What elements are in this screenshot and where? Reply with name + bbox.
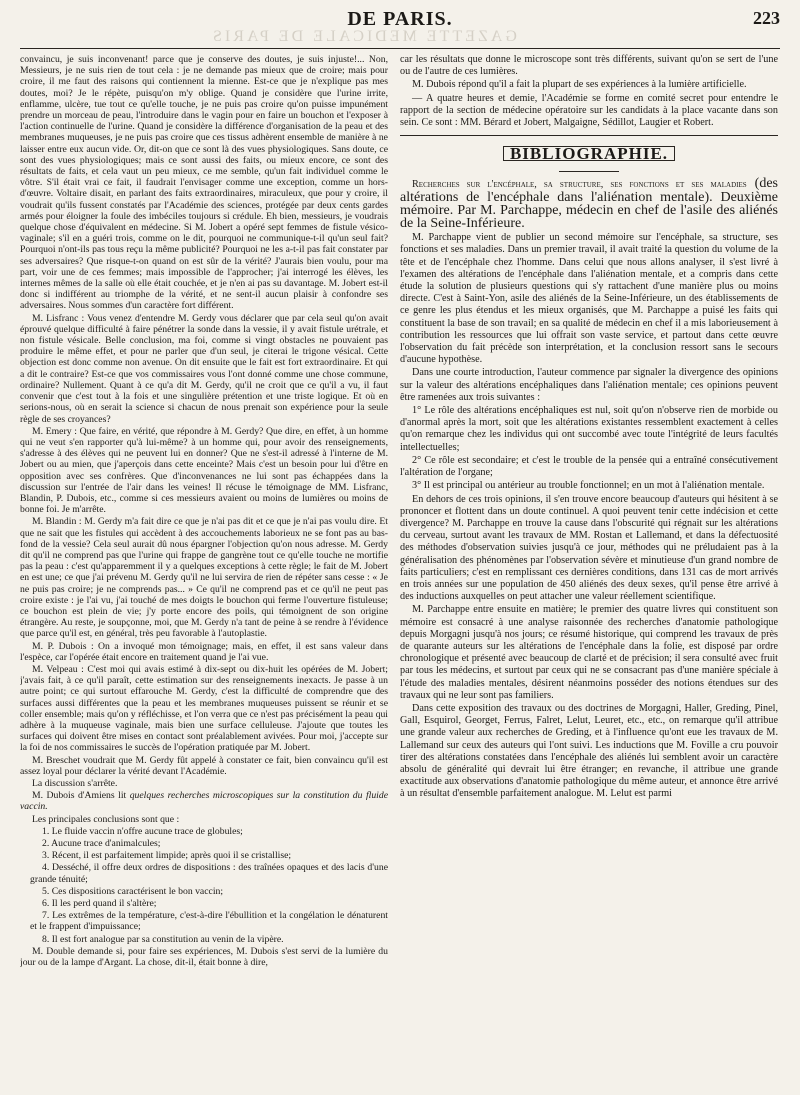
paragraph: car les résultats que donne le microscope sont très différents, suivant qu'on se sert de l'une ou de l'autre de ces lumières. (400, 54, 778, 78)
page-header (20, 6, 780, 49)
paragraph: M. Lisfranc : Vous venez d'entendre M. Gerdy vous déclarer que par cela seul qu'on avait éprouvé quelque difficulté à faire pénétrer la sonde dans la vessie, il y avait fistule urétrale, et non fistule vésicale. Belle conclusion, ma foi, comme si vingt obstacles ne pouvaient pas produire le même effet, et pour ne parler que d'un seul, je citerai le trigone vésical. Cette objection est donc comme non avenue. On dit ensuite que le fait est fort extraordinaire. Et qui a dit le contraire? Est-ce que vos commissaires vous l'ont donné comme une chose commune, ordinaire? Nullement. Quant à ce qu'a dit M. Gerdy, qu'il ne croit que ce qu'il a vu, il faut convenir que c'est tout à la fois et une singulière prétention et une triste logique. Et où en serions-nous, où en serait la science si chacun de nous prenait son expérience pour la seule règle de ses croyances? (20, 312, 388, 425)
right-column (400, 54, 778, 1081)
conclusion-item: 8. Il est fort analogue par sa constitution au venin de la vipère. (42, 933, 284, 945)
paragraph: M. Velpeau : C'est moi qui avais estimé à dix-sept ou dix-huit les opérées de M. Jobert; j'avais fait, à ce qu'il paraît, cette estimation sur des renseignements inexacts. Je passe à un autre point; ce qui surtout effarouche M. Gerdy, c'est la difficulté de comprendre que des surfaces aussi différentes que la peau et les membranes muqueuses puissent se réunir et se coller ensemble; mais qu'on y réfléchisse, et l'on verra que ce n'est pas précisément la peau qui adhère à la muqueuse vaginale, mais bien une surface celluleuse. J'ajoute que toutes les surfaces qui doivent être mises en contact sont préalablement avivées. Pour moi, j'accepte sur la foi de nos commissaires le succès de l'opération pratiquée par M. Jobert. (20, 663, 388, 754)
conclusion-item: 4. Desséché, il offre deux ordres de dispositions : des traînées opaques et des lacis d'une grande ténuité; (30, 862, 388, 885)
paragraph: M. Double demande si, pour faire ses expériences, M. Dubois s'est servi de la lumière du jour ou de la lampe d'Argant. La chose, dit-il, était bonne à dire, (20, 945, 388, 969)
running-title: DE PARIS. (347, 8, 453, 30)
conclusion-item: 7. Les extrêmes de la température, c'est-à-dire l'ébullition et la congélation le dénaturent et le frappent d'impuissance; (30, 910, 388, 933)
page-number: 223 (753, 8, 780, 28)
section-title-wrap (400, 142, 778, 165)
paragraph: M. P. Dubois : On a invoqué mon témoignage; mais, en effet, il est sans valeur dans l'espèce, car l'opérée était encore en traitement quand je l'ai vue. (20, 640, 388, 663)
paragraph: En dehors de ces trois opinions, il s'en trouve encore beaucoup d'auteurs qui hésitent à se prononcer et flottent dans un doute continuel. A quoi peuvent tenir cette indécision et cette divergence? M. Parchappe en trouve la cause dans l'obscurité qui régnait sur les altérations du cerveau, surtout avant les travaux de MM. Rostan et Lallemand, et dans la défectuosité des méthodes d'observation suivies jusqu'à ce jour, méthodes qui ne préludaient pas à la généralisation des phénomènes par l'observation sévère et minutieuse d'un grand nombre de faits particuliers; c'est en remplissant ces dernières conditions, dans 131 cas de mort arrivés en trois années sur une population de 450 aliénés des deux sexes, qu'il pense être arrivé à des inductions auxquelles on peut attacher une valeur réellement scientifique. (400, 493, 778, 603)
conclusion-item: 6. Il les perd quand il s'altère; (42, 898, 157, 910)
dubois-intro-text: M. Dubois d'Amiens lit (32, 790, 130, 802)
opinion-item: 1° Le rôle des altérations encéphaliques est nul, soit qu'on n'observe rien de morbide ou d'anormal après la mort, soit que les altérations existantes ressemblent exactement à celles qu'on remarque chez les individus qui ont succombé avec toute l'intégrité de leurs facultés intellectuelles; (400, 405, 778, 453)
book-title-rest: (des altérations de l'encéphale dans l'aliénation mentale). Deuxième mémoire. Par M. Parchappe, médecin en chef de l'asile des aliénés de la Seine-Inférieure. (400, 176, 778, 232)
left-column (20, 54, 388, 1081)
section-divider (400, 135, 778, 136)
book-title-smallcaps: Recherches sur l'encéphale, sa structure, ses fonctions et ses maladies (412, 179, 747, 191)
conclusions-intro: Les principales conclusions sont que : (32, 813, 180, 825)
conclusion-item: 3. Récent, il est parfaitement limpide; après quoi il se cristallise; (42, 850, 292, 862)
paragraph: M. Dubois répond qu'il a fait la plupart de ses expériences à la lumière artificielle. (412, 79, 747, 91)
bleed-through-text: GAZETTE MEDICALE DE PARIS (210, 28, 517, 45)
opinion-item: 3° Il est principal ou antérieur au trouble fonctionnel; en un mot à l'aliénation mentale. (412, 480, 765, 492)
title-divider (559, 171, 619, 172)
paragraph: M. Blandin : M. Gerdy m'a fait dire ce que je n'ai pas dit et ce que je n'ai pas voulu dire. Et que ne sait que les fistules qui accèdent à des accouchements laborieux ne se font pas au bas-fond de la vessie? Cela seul aurait dû nous épargner l'objection qu'on nous adresse. M. Gerdy dit qu'il ne comprend pas que l'urine qui frappe de gangrène tout ce qu'elle touche ne mortifie pas la peau : c'est qu'apparemment il y a quelques exceptions à cette règle; le fait de M. Jobert en est une; ce que j'ai prévenu M. Gerdy qu'il ne lui servira de rien de répéter sans cesse : « Je ne puis pas croire; je ne comprends pas... » Ce qu'il ne comprend pas et ce qu'il ne peut pas croire existe : je l'ai vu, j'ai touché de mes doigts le bouchon qui ferme l'ouverture fistuleuse; ce bouchon est plein de vie; j'y porte encore des poils, qui témoignent de son origine étrangère. Au reste, je soupçonne, moi, que M. Gerdy n'a tant de peine à se rendre à l'évidence que parce qu'il est, en général, très peu favorable à l'autoplastie. (20, 516, 388, 640)
section-title: BIBLIOGRAPHIE. (503, 146, 675, 161)
paragraph: M. Emery : Que faire, en vérité, que répondre à M. Gerdy? Que dire, en effet, à un homme qui ne veut s'en rapporter qu'à lui-même? à un homme qui, pour avoir des renseignements, s'adresse à des élèves qui ne peuvent lui en donner? Que ne s'est-il adressé à l'interne de M. Jobert ou au mien, que j'aperçois dans cette enceinte? Mais c'est un besoin pour lui d'être en opposition avec ses confrères. Que d'inconvenances ne lui sont pas échappées dans la discussion sur l'entrée de l'air dans les veines! Il récuse le témoignage de MM. Lisfranc, Blandin, P. Dubois, etc., comme si ces messieurs avaient ou moins de lumières ou moins de bonne foi. Je m'arrête. (20, 425, 388, 516)
dubois-intro-italic: quelques recherches microscopiques sur la constitution du fluide vaccin. (20, 790, 388, 813)
paragraph: M. Parchappe vient de publier un second mémoire sur l'encéphale, sa structure, ses fonctions et ses maladies. Dans un premier travail, il avait traité la question du volume de la tête et de l'encéphale chez l'homme. Dans celui que nous allons analyser, il s'est livré à l'examen des altérations de l'encéphale dans l'aliénation mentale, et a compris dans cette étude la solution de plusieurs questions qui s'y rattachent d'une manière plus ou moins directe. C'est à Saint-Yon, asile des aliénés de la Seine-Inférieure, un des établissements de ce genre les plus étendus et les mieux organisés, que M. Parchappe a puisé les faits qui constituent la base de son travail; en sa qualité de médecin en chef il a mis laborieusement à contribution les ressources que lui offrait son vaste service, et partout dans cette œuvre l'observation du fait précède son interprétation, et la conclusion ressort sans le secours d'aucune hypothèse. (400, 232, 778, 366)
paragraph: Dans une courte introduction, l'auteur commence par signaler la divergence des opinions sur la valeur des altérations encéphaliques dans l'aliénation mentale; ces opinions peuvent être ramenées aux trois suivantes : (400, 367, 778, 403)
paragraph: Dans cette exposition des travaux ou des doctrines de Morgagni, Haller, Greding, Pinel, Gall, Esquirol, Georget, Ferrus, Falret, Lelut, Leuret, etc., etc., on remarque qu'il attribue une grande valeur aux recherches de Greding, et à l'influence qu'ont eue les travaux de M. Lallemand sur ceux des auteurs qui l'ont suivi. Les inductions que M. Foville a cru pouvoir tirer des altérations constatées dans l'encéphale des aliénés lui semblent avoir un caractère absolu de généralité qui devrait lui être étranger; en revanche, il attribue une grande exactitude aux observations d'anatomie pathologique du même auteur, et annonce être arrivé à un résultat d'ensemble parfaitement analogue. M. Lelut est parmi (400, 702, 778, 800)
discussion-closed: La discussion s'arrête. (32, 778, 118, 789)
paragraph: M. Parchappe entre ensuite en matière; le premier des quatre livres qui constituent son mémoire est consacré à une analyse raisonnée des recherches d'anatomie pathologique depuis Morgagni jusqu'à nos jours; ce résumé historique, qui comprend les travaux de près de quarante auteurs sur les altérations de l'encéphale dans la folie, est disposé par ordre chronologique et présenté avec beaucoup de clarté et de précision; il sera consulté avec fruit par tous les médecins, et surtout par ceux qui ne se consacrant pas d'une manière spéciale à l'étude des maladies mentales, désirent néanmoins posséder des notions étendues sur des travaux qui ne leur sont pas familiers. (400, 604, 778, 701)
paragraph: convaincu, je suis inconvenant! parce que je conserve des doutes, je suis injuste!... Non, Messieurs, je ne suis rien de tout cela : je ne demande pas mieux que de croire; mais pour croire, il me faut des raisons qui contiennent la mienne. Est-ce que je n'explique pas mes doutes, moi? Je le répète, puisqu'on m'y oblige. Quand je considère que l'urine irrite, enflamme, ulcère, tue tout ce qu'elle touche, je ne puis pas croire qu'on puisse impunément prendre un morceau de peau, l'introduire dans le vagin pour en faire un bouchon et l'exposer à l'action continuelle de l'urine. Quand je considère la différence d'organisation de la peau et des membranes muqueuses, je ne puis pas croire que ces tissus adhèrent ensemble de manière à ne laisser entre eux aucun vide. Or, dit-on que ce sont là des vues physiologiques. Sans doute, ce sont des vues physiologiques; mais ce sont aussi des faits, ou mieux encore, ce sont des résultats de faits, et cela vaut un peu mieux, ce me semble, qu'un fait individuel comme le vôtre. S'il était vrai ce fait, il faudrait l'envisager comme une exception, comme un hors-d'œuvre. Voltaire disait, en parlant des faits extraordinaires, miraculeux, que pour y croire, il voudrait qu'ils fussent constatés par l'Académie des sciences, protégée par deux cents gardes armés pour éloigner la foule des imbéciles toujours si crédule. Eh bien, messieurs, je voudrais quelque chose d'équivalent en médecine. Si M. Jobert a opéré sept femmes de fistule vésico-vaginale; s'il en a guéri trois, comme on le dit, pourquoi ne communique-t-il qu'un seul fait? Pourquoi n'ont-ils pas tous reçu la même publicité? Pourquoi ne les a-t-il pas fait constater par ses adversaires? Que risque-t-on quand on est sûr de la vérité? J'aurais bien voulu, pour ma part, voir une de ces femmes; mais impossible de l'approcher; j'ai interrogé les élèves, les internes mêmes de la salle où elle était couchée, et je n'en ai pas su davantage. M. Jobert est-il donc si indifférent au triomphe de la vérité, et ne sent-il aucun plaisir à confondre ses adversaires. Nous sommes d'un caractère fort différent. (20, 54, 388, 312)
opinion-item: 2° Ce rôle est secondaire; et c'est le trouble de la pensée qui a entraîné consécutivement l'altération de l'organe; (400, 454, 778, 479)
paragraph: M. Breschet voudrait que M. Gerdy fût appelé à constater ce fait, bien convaincu qu'il est assez loyal pour déclarer la vérité devant l'Académie. (20, 754, 388, 777)
dubois-intro (20, 790, 388, 812)
paragraph: — A quatre heures et demie, l'Académie se forme en comité secret pour entendre le rapport de la section de médecine opératoire sur les candidats à la place vacante dans son sein. Ce sont : MM. Bérard et Jobert, Malgaigne, Sédillot, Laugier et Robert. (400, 92, 778, 129)
conclusion-item: 2. Aucune trace d'animalcules; (42, 838, 161, 850)
conclusion-item: 5. Ces dispositions caractérisent le bon vaccin; (42, 885, 224, 897)
conclusion-item: 1. Le fluide vaccin n'offre aucune trace de globules; (42, 825, 243, 837)
book-title (400, 178, 778, 231)
